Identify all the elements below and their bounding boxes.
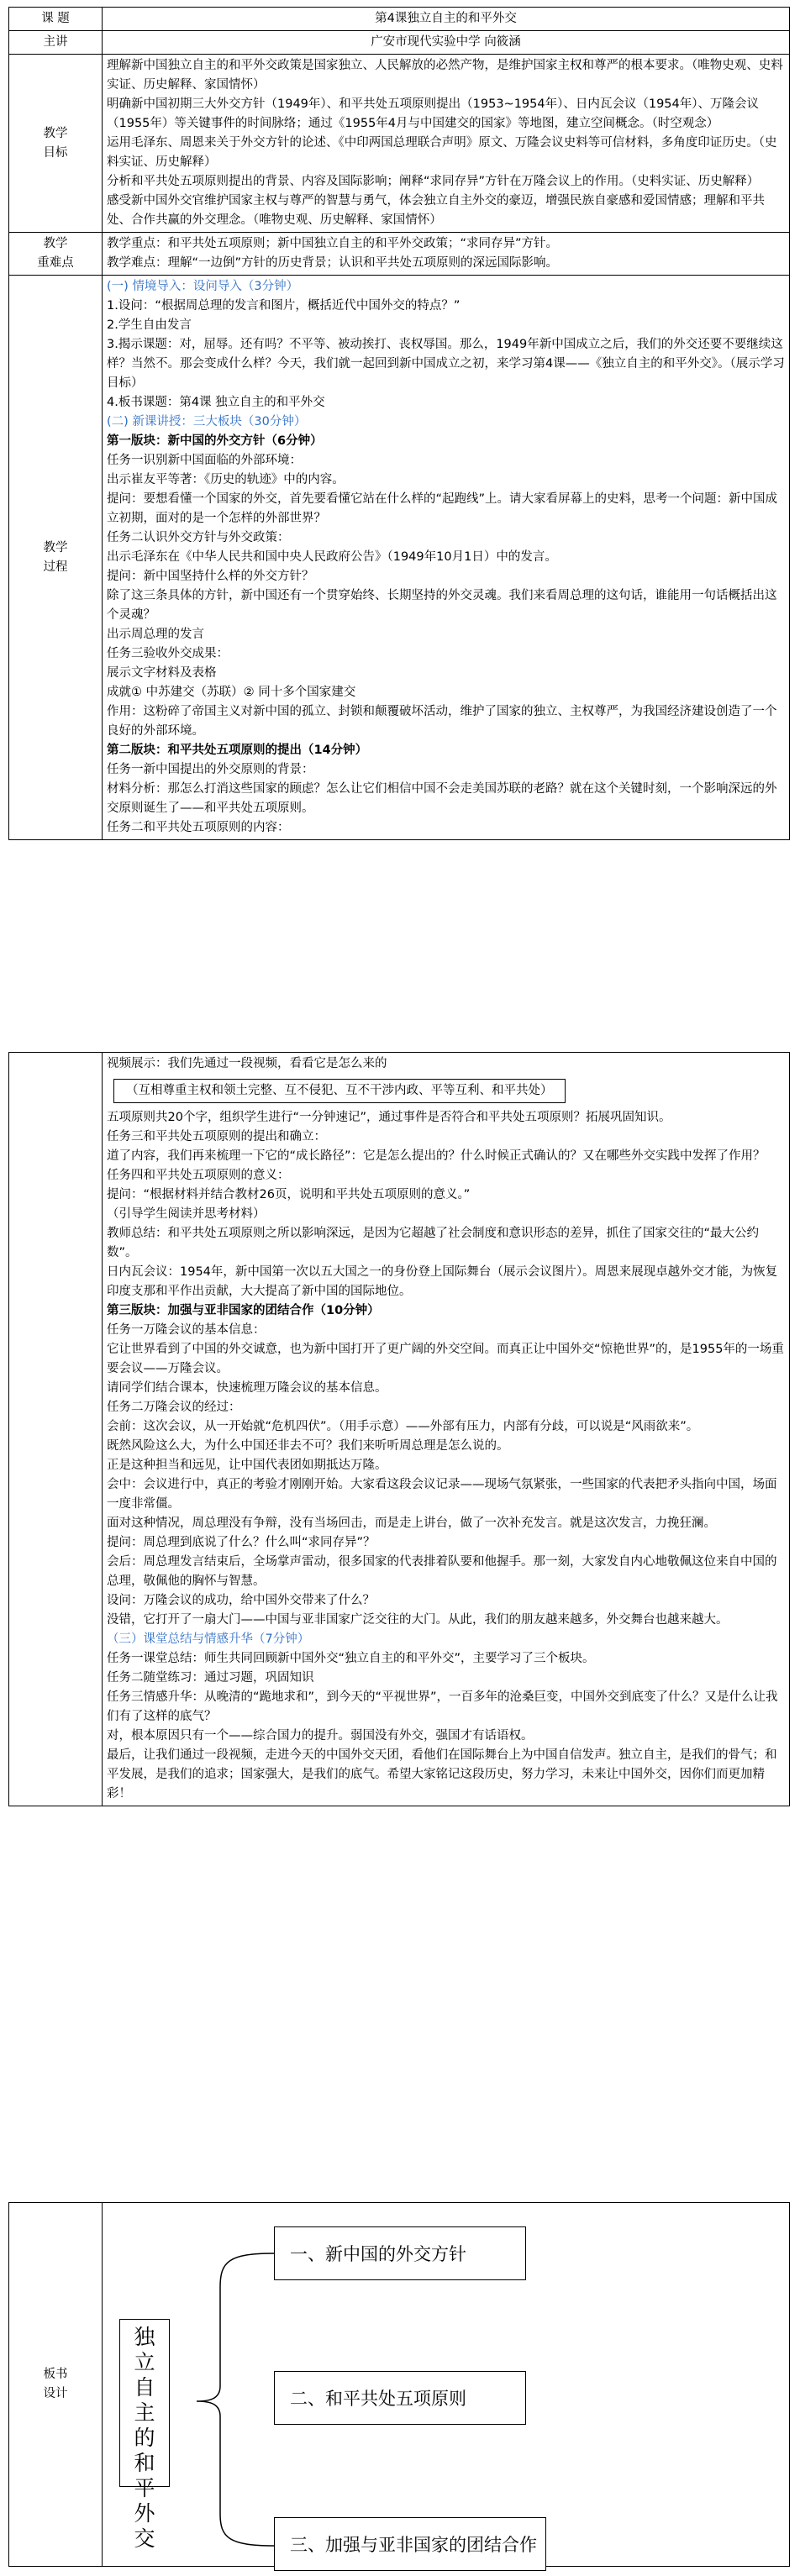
process-line: 设问：万隆会议的成功，给中国外交带来了什么？ <box>107 1594 375 1607</box>
board-title-char: 立 <box>134 2350 155 2374</box>
board-title-char: 自 <box>134 2375 155 2400</box>
process-row <box>9 276 790 840</box>
board-label-2: 设计 <box>43 2387 68 2400</box>
process-line: 任务三情感升华：从晚清的“跪地求和”，到今天的“平视世界”，一百多年的沧桑巨变，中国外交到底变了什么？又是什么让我们有了这样的底气？ <box>107 1690 778 1723</box>
process-line: 正是这种担当和远见，让中国代表团如期抵达万隆。 <box>107 1459 387 1472</box>
process-line: 任务二随堂练习：通过习题，巩固知识 <box>107 1671 314 1685</box>
process-line: 第二版块：和平共处五项原则的提出（14分钟） <box>107 744 368 757</box>
process-content-part2 <box>103 1053 790 1806</box>
board-content <box>103 2203 790 2567</box>
key-points-label <box>9 233 103 276</box>
process-line: 教师总结：和平共处五项原则之所以影响深远，是因为它超越了社会制度和意识形态的差异，抓住了国家交往的“最大公约数”。 <box>107 1227 760 1259</box>
board-diagram <box>103 2203 789 2566</box>
objective-line: 感受新中国外交官维护国家主权与尊严的智慧与勇气，体会独立自主外交的豪迈，增强民族自豪感和爱国情感；理解和平共处、合作共赢的外交理念。（唯物史观、历史解释、家国情怀） <box>107 194 765 227</box>
lesson-plan-table-part2 <box>8 1052 790 1806</box>
process-lines-part2 <box>107 1108 785 1804</box>
key-points-label-1: 教学 <box>43 237 68 250</box>
lesson-plan-table-part1 <box>8 7 790 840</box>
board-row <box>9 2203 790 2567</box>
process-line: 任务一万隆会议的基本信息： <box>107 1323 266 1337</box>
process-line: 1.设问：“根据周总理的发言和图片，概括近代中国外交的特点？” <box>107 299 461 313</box>
video-line: 视频展示：我们先通过一段视频，看看它是怎么来的 <box>107 1057 387 1070</box>
process-line: 第一版块：新中国的外交方针（6分钟） <box>107 434 323 448</box>
key-points-label-2: 重难点 <box>37 256 74 270</box>
board-item-3: 三、加强与亚非国家的团结合作 <box>274 2517 546 2571</box>
process-line: (二) 新课讲授：三大板块（30分钟） <box>107 415 307 428</box>
objective-line: 理解新中国独立自主的和平外交政策是国家独立、人民解放的必然产物，是维护国家主权和尊严的根本要求。（唯物史观、史料实证、历史解释、家国情怀） <box>107 59 783 92</box>
process-line: 道了内容，我们再来梳理一下它的“成长路径”：它是怎么提出的？什么时候正式确认的？又在哪些外交实践中发挥了作用？ <box>107 1149 766 1163</box>
process-line: 提问：要想看懂一个国家的外交，首先要看懂它站在什么样的“起跑线”上。请大家看屏幕上的史料，思考一个问题：新中国成立初期，面对的是一个怎样的外部世界？ <box>107 492 778 525</box>
board-design-table <box>8 2202 790 2567</box>
process-line: 出示毛泽东在《中华人民共和国中央人民政府公告》（1949年10月1日）中的发言。 <box>107 550 557 564</box>
process-line: 任务三和平共处五项原则的提出和确立： <box>107 1130 326 1143</box>
process-line: 对，根本原因只有一个——综合国力的提升。弱国没有外交，强国才有话语权。 <box>107 1729 534 1743</box>
process-line: 提问：新中国坚持什么样的外交方针？ <box>107 570 314 583</box>
process-label <box>9 276 103 840</box>
objective-line: 明确新中国初期三大外交方针（1949年）、和平共处五项原则提出（1953~1954年）、日内瓦会议（1954年）、万隆会议（1955年）等关键事件的时间脉络；通过《1955年4月与中国建交的国家》等地图，建立空间概念。（时空观念） <box>107 97 760 130</box>
board-label <box>9 2203 103 2567</box>
process-line: 任务一新中国提出的外交原则的背景： <box>107 763 314 776</box>
process-row-continued <box>9 1053 790 1806</box>
key-points-row <box>9 233 790 276</box>
board-item-2: 二、和平共处五项原则 <box>274 2371 526 2425</box>
process-line: 面对这种情况，周总理没有争辩，没有当场回击，而是走上讲台，做了一次补充发言。就是这次发言，力挽狂澜。 <box>107 1517 716 1530</box>
objectives-label <box>9 55 103 233</box>
process-label-continued <box>9 1053 103 1806</box>
board-item-1: 一、新中国的外交方针 <box>274 2226 526 2280</box>
lesson-title: 第4课独立自主的和平外交 <box>103 8 790 31</box>
process-line: 4.板书课题：第4课 独立自主的和平外交 <box>107 396 325 409</box>
process-line: 除了这三条具体的方针，新中国还有一个贯穿始终、长期坚持的外交灵魂。我们来看周总理的这句话，谁能用一句话概括出这个灵魂？ <box>107 589 777 622</box>
process-label-text: 教学过程 <box>43 540 68 574</box>
process-line: 提问：“根据材料并结合教材26页，说明和平共处五项原则的意义。” <box>107 1188 471 1201</box>
process-content-part1 <box>103 276 790 840</box>
process-line: 任务一课堂总结：师生共同回顾新中国外交“独立自主的和平外交”，主要学习了三个板块。 <box>107 1652 595 1665</box>
process-line: 会前：这次会议，从一开始就“危机四伏”。（用手示意）——外部有压力，内部有分歧，可以说是“风雨欲来”。 <box>107 1420 699 1433</box>
board-title-char: 交 <box>134 2526 155 2551</box>
process-line: 任务三验收外交成果： <box>107 647 229 660</box>
board-title-char: 独 <box>134 2325 155 2349</box>
process-line: 既然风险这么大，为什么中国还非去不可？我们来听听周总理是怎么说的。 <box>107 1439 509 1453</box>
board-title-char: 的 <box>134 2426 155 2450</box>
process-line: 出示周总理的发言 <box>107 628 204 641</box>
process-line: （三）课堂总结与情感升华（7分钟） <box>107 1632 310 1646</box>
process-line: 作用：这粉碎了帝国主义对新中国的孤立、封锁和颠覆破坏活动，维护了国家的独立、主权尊严，为我国经济建设创造了一个良好的外部环境。 <box>107 705 777 738</box>
process-line: (一) 情境导入：设问导入（3分钟） <box>107 280 299 293</box>
objective-line: 分析和平共处五项原则提出的背景、内容及国际影响；阐释“求同存异”方针在万隆会议上的作用。（史料实证、历史解释） <box>107 175 760 188</box>
process-line: （引导学生阅读并思考材料） <box>107 1207 266 1221</box>
process-line: 第三版块：加强与亚非国家的团结合作（10分钟） <box>107 1304 380 1317</box>
speaker-label: 主讲 <box>9 31 103 55</box>
five-principles-box: （互相尊重主权和领土完整、互不侵犯、互不干涉内政、平等互利、和平共处） <box>113 1079 566 1103</box>
teaching-difficulty: 教学难点：理解“一边倒”方针的历史背景；认识和平共处五项原则的深远国际影响。 <box>107 256 559 270</box>
topic-row <box>9 8 790 31</box>
process-line: 3.揭示课题：对，屈辱。还有吗？不平等、被动挨打、丧权辱国。那么，1949年新中国成立之后，我们的外交还要不要继续这样？当然不。那会变成什么样？今天，我们就一起回到新中国成立之初，来学习第4课——《独立自主的和平外交》。（展示学习目标） <box>107 338 785 390</box>
board-title-char: 主 <box>134 2400 155 2425</box>
board-title-char: 平 <box>134 2476 155 2500</box>
objectives-label-text: 教学目标 <box>43 126 68 160</box>
process-line: 会后：周总理发言结束后，全场掌声雷动，很多国家的代表排着队要和他握手。那一刻，大家发自内心地敬佩这位来自中国的总理，敬佩他的胸怀与智慧。 <box>107 1555 777 1588</box>
process-line: 会中：会议进行中，真正的考验才刚刚开始。大家看这段会议记录——现场气氛紧张，一些国家的代表把矛头指向中国，场面一度非常僵。 <box>107 1478 777 1511</box>
teaching-focus: 教学重点：和平共处五项原则；新中国独立自主的和平外交政策；“求同存异”方针。 <box>107 237 559 250</box>
process-line: 任务二认识外交方针与外交政策： <box>107 531 290 544</box>
process-line: 日内瓦会议：1954年，新中国第一次以五大国之一的身份登上国际舞台（展示会议图片）。周恩来展现卓越外交才能，为恢复印度支那和平作出贡献，大大提高了新中国的国际地位。 <box>107 1265 778 1298</box>
board-title <box>119 2319 170 2551</box>
objectives-row <box>9 55 790 233</box>
process-line: 2.学生自由发言 <box>107 318 192 332</box>
board-label-1: 板书 <box>43 2368 68 2381</box>
process-line: 出示崔友平等著：《历史的轨迹》中的内容。 <box>107 473 345 486</box>
process-line: 没错，它打开了一扇大门——中国与亚非国家广泛交往的大门。从此，我们的朋友越来越多，外交舞台也越来越大。 <box>107 1613 729 1627</box>
board-title-char: 外 <box>134 2501 155 2526</box>
key-points-content <box>103 233 790 276</box>
process-line: 任务二和平共处五项原则的内容： <box>107 821 290 834</box>
process-line: 提问：周总理到底说了什么？什么叫“求同存异”？ <box>107 1536 376 1549</box>
topic-label: 课 题 <box>9 8 103 31</box>
speaker-name: 广安市现代实验中学 向筱涵 <box>103 31 790 55</box>
speaker-row <box>9 31 790 55</box>
process-line: 展示文字材料及表格 <box>107 666 217 680</box>
process-line: 任务二万隆会议的经过： <box>107 1401 241 1414</box>
process-line: 成就① 中苏建交（苏联）② 同十多个国家建交 <box>107 686 356 699</box>
objectives-content <box>103 55 790 233</box>
process-line: 请同学们结合课本，快速梳理万隆会议的基本信息。 <box>107 1381 387 1395</box>
process-line: 任务一识别新中国面临的外部环境： <box>107 454 302 467</box>
objective-line: 运用毛泽东、周恩来关于外交方针的论述、《中印两国总理联合声明》原文、万隆会议史料等可信材料，多角度印证历史。（史料实证、历史解释） <box>107 136 777 169</box>
process-line: 最后，让我们通过一段视频，走进今天的中国外交天团，看他们在国际舞台上为中国自信发声。独立自主，是我们的骨气；和平发展，是我们的追求；国家强大，是我们的底气。希望大家铭记这段历史，努力学习，未来让中国外交，因你们而更加精彩！ <box>107 1748 777 1801</box>
process-line: 它让世界看到了中国的外交诚意，也为新中国打开了更广阔的外交空间。而真正让中国外交“惊艳世界”的，是1955年的一场重要会议——万隆会议。 <box>107 1343 784 1375</box>
process-line: 五项原则共20个字，组织学生进行“一分钟速记”，通过事件是否符合和平共处五项原则？拓展巩固知识。 <box>107 1111 671 1124</box>
process-line: 材料分析：那怎么打消这些国家的顾虑？怎么让它们相信中国不会走美国苏联的老路？就在这个关键时刻，一个影响深远的外交原则诞生了——和平共处五项原则。 <box>107 782 777 815</box>
process-line: 任务四和平共处五项原则的意义： <box>107 1169 290 1182</box>
board-title-char: 和 <box>134 2451 155 2475</box>
